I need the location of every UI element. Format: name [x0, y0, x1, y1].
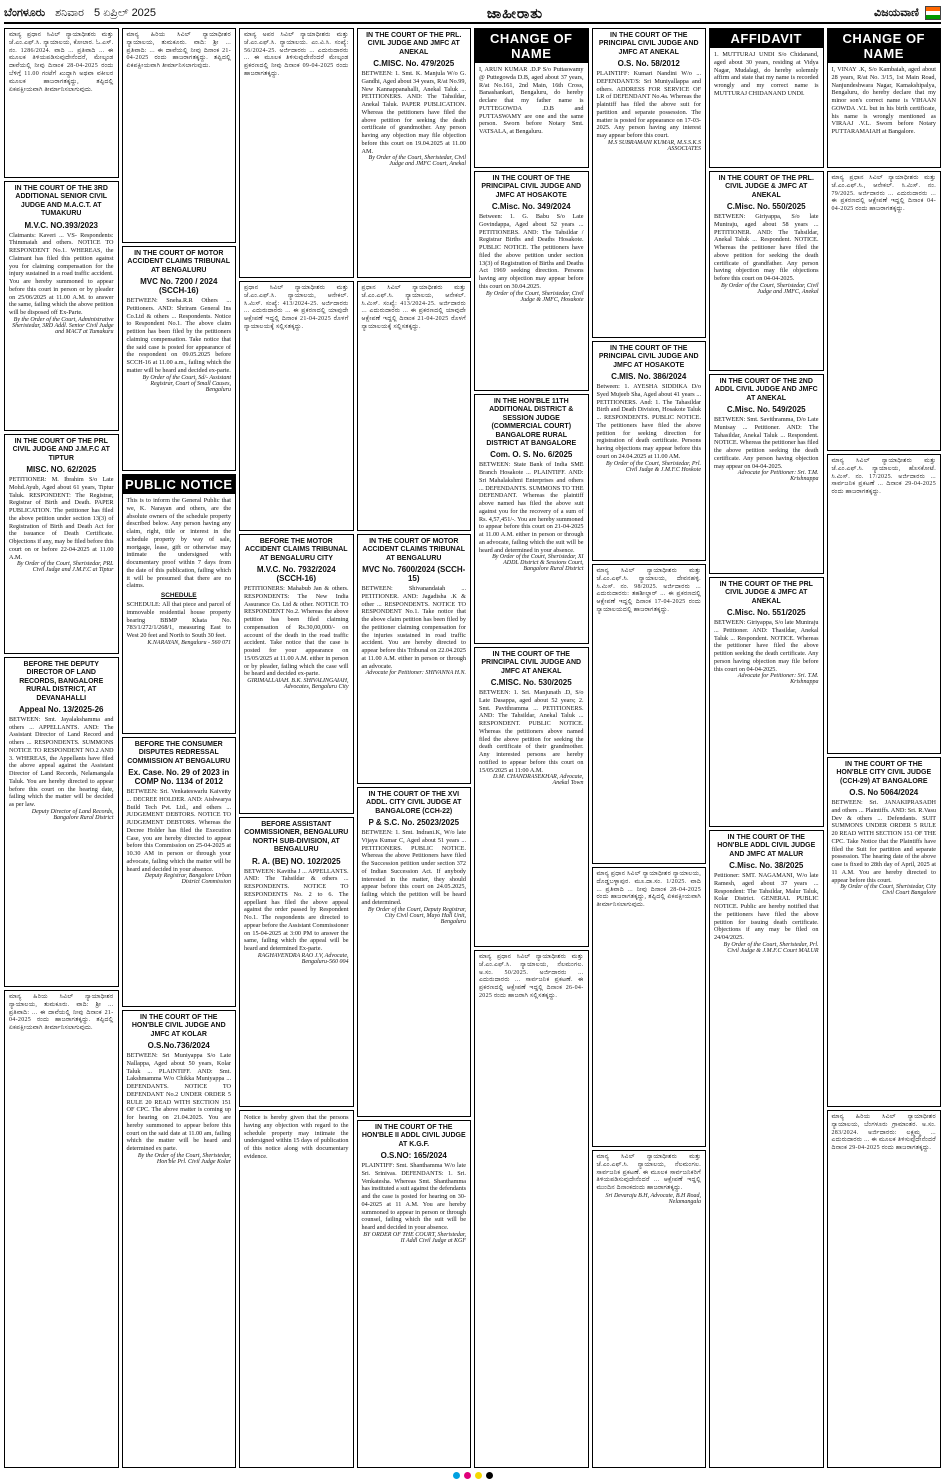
notice [474, 950, 589, 1468]
notice-body: BETWEEN: State Bank of India SME Branch Hosakote ... PLAINTIFF. AND: Sri Mahalakshmi Enterprises and others ... DEFENDANTS. SUMMONS TO THE DEFENDANT. Whereas the plaintiff above named has filed the above suit against you for the recovery of a sum of Rs. 4,57,451/-. You are hereby summoned to appear before this court on 21-04-2025 at 11.00 A.M. either in person or through an advocate, failing which the suit will be heard and determined in your absence. [479, 461, 584, 554]
notice [239, 534, 354, 814]
schedule-text: SCHEDULE: All that piece and parcel of immovable residential house property bearing BBMP Khata No. 783/1/272/1/268/1, measuring East to West 20 feet and North to South 30 feet. [126, 601, 231, 639]
day: ಶನಿವಾರ [55, 6, 85, 19]
court-name: BEFORE THE DEPUTY DIRECTOR OF LAND RECORDS, BANGALORE RURAL DISTRICT, AT DEVANAHALLI [19, 661, 104, 702]
notice-body: ಮಾನ್ಯ ಹಿರಿಯ ಸಿವಿಲ್ ನ್ಯಾಯಾಧೀಶರ ನ್ಯಾಯಾಲಯ, ಬೆಂಗಳೂರು ಗ್ರಾಮಾಂತರ. ಅ.ಸಂ. 283/2024. ಅರ್ಜಿದಾರರು: ಲಕ್ಷ್ಮಮ್ಮ ... ಎದುರುದಾರರು ... ಈ ಮೂಲಕ ತಿಳಿಸುವುದೇನೆಂದರೆ ದಿನಾಂಕ 29-04-2025 ರಂದು ಹಾಜರಾಗತಕ್ಕದ್ದು. [831, 1114, 936, 1152]
case-number: C.Misc. No. 551/2025 [726, 608, 806, 618]
notice [357, 787, 472, 1117]
notice-body: Claimants: Kaveri ... VS- Respondents: Thimmaiah and others. NOTICE TO RESPONDENT No.1. WHEREAS, the Claimant has filed this petition against you for claiming compensation for the injury sustained in a road traffic accident. You are hereby summoned to appear before this court in person or by pleader on 25/06/2025 at 11.00 A.M. to answer the same, failing which the above petition will be disposed off Ex-Parte. [9, 231, 114, 317]
notice-body: Between: 1. AYESHA SIDDIKA D/o Syed Mujeeb Sha, Aged about 41 years ... PETITIONERS. And: 1. The Tahasildar Birth and Death Division, Hosakote Taluk ... RESPONDENTS. PUBLIC NOTICE. The petitioners have filed the above petition for seeking direction for registration of death certificate. Persons having objections may appear before this court on 24.04.2025 at 11.00 AM. [596, 383, 701, 460]
notice [122, 474, 237, 734]
notice [4, 181, 119, 431]
court-name: IN THE COURT OF THE XVI ADDL. CITY CIVIL JUDGE AT BANGALORE (CCH-22) [366, 791, 462, 815]
signature: By the Order of the Court, Administrative Sheristedar, 3RD Addl. Senior Civil Judge and MACT at Tumakuru [12, 316, 114, 335]
case-number: Ex. Case. No. 29 of 2023 in COMP No. 1134 of 2012 [128, 768, 230, 787]
notice-body: ಮಾನ್ಯ ಪ್ರಧಾನ ಸಿವಿಲ್ ನ್ಯಾಯಾಧೀಶರು ಮತ್ತು ಜೆ.ಎಂ.ಎಫ್.ಸಿ. ನ್ಯಾಯಾಲಯ, ನೆಲಮಂಗಲ. ಅ.ಸಂ. 50/2025. ಅರ್ಜಿದಾರರು ... ಎದುರುದಾರರು ... ಸಾರ್ವಜನಿಕ ಪ್ರಕಟಣೆ. ಈ ಪ್ರಕರಣದಲ್ಲಿ ಆಕ್ಷೇಪಣೆ ಇದ್ದಲ್ಲಿ ದಿನಾಂಕ 26-04-2025 ರಂದು ಹಾಜರಾಗಿ ಸಲ್ಲಿಸತಕ್ಕದ್ದು. [479, 954, 584, 999]
signature: Deputy Registrar, Bangalore Urban District Commission [144, 873, 231, 886]
notice [474, 28, 589, 168]
notice [474, 171, 589, 391]
notice-body: BETWEEN: 1. Smt. K. Manjula W/o G. Gandhi, Aged about 34 years, R/at No.99, New Kannappanahalli, Anekal Taluk ... PETITIONERS. AND: The Tahsildar, Anekal Taluk. PAPER PUBLICATION. Whereas the petitioners have filed the above petition for seeking the death certificate of grandmother. Any person having any objection may file objection before this court on 19.04.2025 at 11.00 AM. [361, 70, 466, 155]
court-name: IN THE COURT OF THE PRINCIPAL CIVIL JUDGE AND JMFC AT HOSAKOTE [481, 175, 582, 199]
court-name: IN THE COURT OF THE HON'BLE CITY CIVIL JUDGE (CCH-29) AT BANGALORE [836, 761, 932, 785]
registration-marks [4, 1470, 941, 1480]
notice [592, 341, 707, 561]
notice-body: ಮಾನ್ಯ ಪ್ರಧಾನ ಸಿವಿಲ್ ನ್ಯಾಯಾಧೀಶರು ಮತ್ತು ಜೆ.ಎಂ.ಎಫ್.ಸಿ. ನ್ಯಾಯಾಲಯ, ಕೋಲಾರ. ಓ.ಎಸ್. ನಂ. 1286/2024. ವಾದಿ ... ಪ್ರತಿವಾದಿ ... ಈ ಮೂಲಕ ತಿಳಿಯಪಡಿಸುವುದೇನೆಂದರೆ, ಮೇಲ್ಕಂಡ ದಾವೆಯಲ್ಲಿ ನೀವು ದಿನಾಂಕ 28-04-2025 ರಂದು ಬೆಳಿಗ್ಗೆ 11.00 ಗಂಟೆಗೆ ಖುದ್ದಾಗಿ ಅಥವಾ ವಕೀಲರ ಮೂಲಕ ಹಾಜರಾಗತಕ್ಕದ್ದು, ತಪ್ಪಿದಲ್ಲಿ ಏಕಪಕ್ಷೀಯವಾಗಿ ತೀರ್ಮಾನಿಸಲಾಗುವುದು. [9, 32, 114, 93]
signature: K.NARAYAN, Bengaluru - 560 071 [147, 639, 231, 646]
court-name: IN THE COURT OF THE PRL. CIVIL JUDGE AND JMFC AT ANEKAL [366, 32, 462, 56]
case-number: C.Misc. No. 349/2024 [491, 202, 571, 212]
column-4 [357, 28, 472, 1468]
notice-body: I, ARUN KUMAR .D.P S/o Puttaswamy @ Puttegowda D.B, aged about 37 years, R/at No.161, 2nd Main, 16th Cross, Banashankari, Bengaluru, do hereby declare that my father name is PUTTEGOWDA .D.B and PUTTASWAMY are one and the same person. Sworn before Notary Smt. VATSALA, at Bengaluru. [479, 66, 584, 135]
signature: By Order of the Court, Sheristedar, Prl. Civil Judge & J.M.F.C Court MALUR [723, 941, 819, 954]
notice-body: ಮಾನ್ಯ ಹಿರಿಯ ಸಿವಿಲ್ ನ್ಯಾಯಾಧೀಶರ ನ್ಯಾಯಾಲಯ, ತುಮಕೂರು. ವಾದಿ: ಶ್ರೀ ... ಪ್ರತಿವಾದಿ: ... ಈ ದಾವೆಯಲ್ಲಿ ನೀವು ದಿನಾಂಕ 21-04-2025 ರಂದು ಹಾಜರಾಗತಕ್ಕದ್ದು. ತಪ್ಪಿದಲ್ಲಿ ಏಕಪಕ್ಷೀಯವಾಗಿ ತೀರ್ಮಾನಿಸಲಾಗುವುದು. [126, 32, 231, 70]
court-name: IN THE COURT OF THE PRL CIVIL JUDGE & JMFC AT ANEKAL [719, 581, 813, 605]
court-name: IN THE COURT OF THE 3RD ADDITIONAL SENIOR CIVIL JUDGE AND M.A.C.T. AT TUMAKURU [14, 185, 108, 218]
notice [239, 1110, 354, 1468]
notice [592, 28, 707, 338]
notice [357, 28, 472, 278]
court-name: IN THE COURT OF THE HON'BLE CIVIL JUDGE AND JMFC AT KOLAR [131, 1014, 226, 1038]
signature: By Order of the Court, Sheristedar, Civil Judge and JMFC, Anekal [721, 282, 819, 295]
paper-name: ಬೆಂಗಳೂರು [4, 6, 46, 19]
notice-body: BETWEEN: Sri. Venkateswarlu Kaivetty ... DECREE HOLDER. AND: Aishwarya Build Tech Pvt. Ltd., and others ... JUDGEMENT DEBTORS. NOTICE TO JUDGEMENT DEBTORS. Whereas the Decree Holder has filed the Execution Case, you are hereby directed to appear before this Commission on 25-04-2025 at 10.30 AM in person or through your advocate, failing which the matter will be heard and decided in your absence. [126, 788, 231, 873]
notice [709, 28, 824, 168]
court-name: IN THE COURT OF MOTOR ACCIDENT CLAIMS TRIBUNAL AT BENGALURU [362, 538, 466, 562]
black-mark-icon [486, 1472, 493, 1479]
notice [709, 830, 824, 1468]
notice-body: I, VINAY .K, S/o Kambaiah, aged about 28 years, R/at No. 3/15, 1st Main Road, Nanjundeshwara Nagar, Kamakshipalya, Bengaluru, do hereby declare that my minor son's correct name is VIHAAN GOWDA .V.L but in his birth certificate, his name is wrongly mentioned as VIRAAJ .V.L. Sworn before Notary PUTTARAMAIAH at Bangalore. [831, 66, 936, 135]
yellow-mark-icon [475, 1472, 482, 1479]
notice-body: BETWEEN: 1. Smt. Indrani.K, W/o late Vijaya Kumar C, Aged about 51 years ... PETITIONERS. PUBLIC NOTICE. Whereas the above Petitioners have filed the Succession petition under section 372 of Indian Succession Act. If anybody interested in the matter, they should appear before this court on 24.05.2025, failing which the petition will be heard and determined. [361, 829, 466, 906]
signature: By Order of the Court, Sheristedar, Civil Judge and JMFC Court, Anekal [368, 155, 466, 168]
column-2 [122, 28, 237, 1468]
right-title: ವಿಜಯವಾಣಿ [873, 6, 919, 19]
change-of-name-banner: CHANGE OF NAME [475, 29, 588, 63]
court-name: IN THE COURT OF THE PRL CIVIL JUDGE AND J.M.F.C AT TIPTUR [12, 438, 110, 462]
notice [827, 171, 942, 451]
notice [357, 534, 472, 784]
signature: Advocate for Petitioner: Sri. T.M. Krishnappa [737, 673, 819, 686]
notice [239, 817, 354, 1107]
column-7 [709, 28, 824, 1468]
notice [592, 1150, 707, 1468]
case-number: P & S.C. No. 25023/2025 [368, 818, 460, 828]
notice [827, 757, 942, 1107]
flag-icon [925, 6, 941, 20]
notice-body: 1. MUTTURAJ UNDI S/o Chidanand, aged about 30 years, residing at Vidya Nagar, Mudalagi, do hereby solemnly affirm and state that my name is recorded wrongly and my correct name is MUTTURAJ CHIDANAND UNDI. [714, 51, 819, 97]
public-notice-banner: PUBLIC NOTICE [123, 475, 236, 494]
notice-body: PLAINTIFF: Smt. Shanthamma W/o late Sri. Srinivas. DEFENDANTS: 1. Sri. Venkatesha. Whereas Smt. Shanthamma has instituted a suit against the defendants and the case is posted for hearing on 30-04-2025 at 11 A.M. You are hereby summoned to appear in person or through counsel, failing which the suit will be heard and decided in your absence. [361, 1162, 466, 1232]
notice-body: BETWEEN: 1. Sri. Manjunath .D, S/o Late Dasappa, aged about 52 years; 2. Smt. Pavithramma ... PETITIONERS. AND: The Tahsildar, Anekal Taluk ... RESPONDENT. PUBLIC NOTICE. Whereas the petitioners above named filed the above petition for seeking the death certificate of their grandmother. Any interested persons are hereby notified to appear before this court on 15/05/2025 at 11:00 A.M. [479, 689, 584, 774]
signature: By Order of the Court, Sheristedar, XI ADDL District & Sessions Court, Bangalore Rural District [492, 554, 584, 573]
court-name: IN THE COURT OF THE HON'BLE ADDL CIVIL JUDGE AND JMFC AT MALUR [717, 834, 816, 858]
court-name: IN THE HON'BLE 11TH ADDITIONAL DISTRICT & SESSION JUDGE (COMMERCIAL COURT) BANGALORE RURAL DISTRICT AT BANGALORE [486, 398, 577, 447]
notice-body: BETWEEN: Smt. Savithramma, D/o Late Munisay ... Petitioner. AND: The Tahasildar, Anekal Taluk ... Respondent. NOTICE. Whereas the petitioner has filed the above petition seeking the death certificate. Any person having objection may appear on 04-04-2025. [714, 416, 819, 470]
notice-body: Notice is hereby given that the persons having any objection with regard to the schedule property may intimate the undersigned within 15 days of publication of this notice along with documentary evidence. [244, 1114, 349, 1160]
case-number: M.V.C. NO.393/2023 [24, 220, 99, 230]
notice-body: BETWEEN: Sri Muniyappa S/o Late Nallappa, Aged about 50 years, Kolar Taluk ... PLAINTIFF. AND: Smt. Lakshmamma W/o Chikka Muniyappa ... DEFENDANTS. NOTICE TO DEFENDANT No.2 UNDER ORDER 5 RULE 20 READ WITH SECTION 151 OF CPC. The above matter is coming up for hearing on 21.04.2025. You are hereby summoned to appear before this court on the said date at 11.00 am, failing which the matter will be heard and determined ex parte. [126, 1052, 231, 1153]
notice [592, 867, 707, 1147]
signature: By Order of the Court, Sheristedar, PRL Civil Judge and J.M.F.C at Tiptur [17, 561, 114, 574]
court-name: IN THE COURT OF THE HON'BLE II ADDL CIVIL JUDGE AT K.G.F. [361, 1124, 466, 1148]
court-name: IN THE COURT OF THE 2ND ADDL CIVIL JUDGE AND JMFC AT ANEKAL [714, 378, 818, 402]
notice-body: BETWEEN: Sneha.R.R Others ... Petitioners. AND: Shriram General Ins Co.Ltd & others ... Respondents. Notice to Respondent No.1. The above claim petition has been filed by the petitioners claiming compensation. Take notice that the said case is posted for appearance of the respondent on 09.05.2025 before SCCH-16 at 11.00 a.m., failing which the matter will be heard and decided ex-parte. [126, 297, 231, 374]
case-number: C.Misc. No. 38/2025 [729, 861, 804, 871]
signature: M.S SUBRAMANI KUMAR, M.S.S.K.S ASSOCIATES [607, 139, 701, 152]
signature: GIRIMALLAIAH. B.K. SHIVALINGAIAH, Advocates, Bengaluru City [247, 678, 349, 691]
notice [4, 990, 119, 1468]
notice-body: BETWEEN: Giriyappa, S/o late Muniraju, aged about 58 years ... PETITIONER. AND: The Tahsildar, Anekal Taluk ... Respondent. NOTICE. Whereas the petitioner have filed the above petition for seeking the death certificate of grandfather. Any person having objection may file objections before this court on 04-04-2025. [714, 213, 819, 283]
notice [709, 577, 824, 827]
notice-body: This is to inform the General Public that we, K. Narayan and others, are the absolute owners of the schedule property described below. Any person having any claim, right, title or interest in the schedule property by way of sale, mortgage, lease, gift or otherwise may intimate the undersigned with documentary proof within 7 days from the date of this publication, failing which it will be presumed that there are no claims. [126, 497, 231, 590]
notice [4, 657, 119, 987]
signature: Advocate for Petitioner: SHIVANNA H.N. [365, 670, 466, 677]
notice-body: PETITIONER: M. Ibrahim S/o Late Mohd.Ayub, Aged about 61 years, Tiptur Taluk. RESPONDENT: The Registrar, Registrar of Birth and Death. PAPER PUBLICATION. The petitioner has filed the above petition under section 13(3) of Registration of Birth and Death Act for the issuance of Death Certificate. Objections if any, may be filed before this court on or before 22-04-2025 at 11.00 A.M. [9, 476, 114, 561]
signature: Deputy Director of Land Records, Bangalore Rural District [31, 808, 114, 821]
court-name: BEFORE THE MOTOR ACCIDENT CLAIMS TRIBUNAL AT BENGALURU CITY [244, 538, 348, 562]
notice-body: ಮಾನ್ಯ ಹಿರಿಯ ಸಿವಿಲ್ ನ್ಯಾಯಾಧೀಶರ ನ್ಯಾಯಾಲಯ, ತುಮಕೂರು. ವಾದಿ: ಶ್ರೀ ... ಪ್ರತಿವಾದಿ: ... ಈ ದಾವೆಯಲ್ಲಿ ನೀವು ದಿನಾಂಕ 21-04-2025 ರಂದು ಹಾಜರಾಗತಕ್ಕದ್ದು. ತಪ್ಪಿದಲ್ಲಿ ಏಕಪಕ್ಷೀಯವಾಗಿ ತೀರ್ಮಾನಿಸಲಾಗುವುದು. [9, 994, 114, 1032]
column-1 [4, 28, 119, 1468]
case-number: O.S. No 5064/2024 [849, 788, 919, 798]
case-number: C.Misc. No. 549/2025 [726, 405, 806, 415]
signature: By Order of the Court, Sheristedar, Prl. Civil Judge & J.M.F.C Hoskote [606, 460, 701, 473]
case-number: C.Misc. No. 550/2025 [726, 202, 806, 212]
notice [827, 454, 942, 754]
masthead-left [4, 7, 156, 20]
notice [357, 281, 472, 531]
affidavit-banner: AFFIDAVIT [710, 29, 823, 48]
case-number: M.V.C. No. 7932/2024 (SCCH-16) [256, 565, 336, 584]
notice-body: ಮಾನ್ಯ ಪ್ರಧಾನ ಸಿವಿಲ್ ನ್ಯಾಯಾಧೀಶರು ಮತ್ತು ಜೆ.ಎಂ.ಎಫ್.ಸಿ., ಆನೇಕಲ್. ಸಿ.ಮಿಸ್. ನಂ. 79/2025. ಅರ್ಜಿದಾರರು ... ಎದುರುದಾರರು ... ಈ ಪ್ರಕರಣದಲ್ಲಿ ಆಕ್ಷೇಪಣೆ ಇದ್ದಲ್ಲಿ ದಿನಾಂಕ 04-04-2025 ರಂದು ಹಾಜರಾಗತಕ್ಕದ್ದು. [831, 175, 936, 213]
columns [4, 28, 941, 1468]
case-number: O.S.NO: 165/2024 [380, 1151, 447, 1161]
column-6 [592, 28, 707, 1468]
notice-body: Between: 1. G. Babu S/o Late Govindappa, Aged about 52 years ... PETITIONERS. AND: The Tahsildar / Registrar Births and Deaths Hosakote. PUBLIC NOTICE. The petitioners have filed the above petition under section 13(3) of Registration of Births and Deaths Act 1969 seeking direction. Persons having any objection may appear before this court on 30.04.2025. [479, 213, 584, 290]
notice-body: ಪ್ರಧಾನ ಸಿವಿಲ್ ನ್ಯಾಯಾಧೀಶರು ಮತ್ತು ಜೆ.ಎಂ.ಎಫ್.ಸಿ. ನ್ಯಾಯಾಲಯ, ಆನೇಕಲ್. ಸಿ.ಮಿಸ್. ಸಂಖ್ಯೆ: 413/2024-25. ಅರ್ಜಿದಾರರು ... ಎದುರುದಾರರು ... ಈ ಪ್ರಕರಣದಲ್ಲಿ ಯಾವುದೇ ಆಕ್ಷೇಪಣೆ ಇದ್ದಲ್ಲಿ ದಿನಾಂಕ 21-04-2025 ರೊಳಗೆ ನ್ಯಾಯಾಲಯಕ್ಕೆ ಸಲ್ಲಿಸತಕ್ಕದ್ದು. [361, 285, 466, 330]
case-number: MVC No. 7200 / 2024 (SCCH-16) [140, 277, 218, 296]
notice [474, 647, 589, 947]
masthead [4, 4, 941, 24]
notice [474, 394, 589, 644]
signature: D.M. CHANDRASEKHAR, Advocate, Anekal Town [492, 774, 584, 787]
case-number: C.MISC. No. 530/2025 [490, 678, 572, 688]
notice [122, 1010, 237, 1468]
column-3 [239, 28, 354, 1468]
date: 5 ಏಪ್ರಿಲ್ 2025 [94, 6, 157, 19]
notice [4, 434, 119, 654]
signature: By the Order of the Court, Sheristedar, Hon'ble Prl. Civil Judge Kolar [137, 1152, 231, 1165]
notice-body: PETITIONERS: Mahabub Jan & others. RESPONDENTS: The New India Assurance Co. Ltd & other. NOTICE TO RESPONDENT No.2. Whereas the above petition has been filed claiming compensation of Rs.30,00,000/- on account of the death in the road traffic accident. Take notice that the case is posted for your appearance on 15/05/2025 at 11.00 A.M. either in person or by pleader, failing which the case will be heard and decided ex-parte. [244, 585, 349, 678]
notice [122, 28, 237, 243]
court-name: IN THE COURT OF THE PRINCIPAL CIVIL JUDGE AND JMFC AT ANEKAL [598, 32, 699, 56]
case-number: O.S.No.736/2024 [147, 1041, 210, 1051]
case-number: Com. O. S. No. 6/2025 [490, 450, 573, 460]
notice [239, 28, 354, 278]
notice [827, 1110, 942, 1468]
signature: By Order of the Court, Sheristedar, Civil Judge & JMFC, Hosakote [486, 290, 584, 303]
court-name: BEFORE THE CONSUMER DISPUTES REDRESSAL COMMISSION AT BENGALURU [127, 741, 231, 765]
case-number: MVC No. 7600/2024 (SCCH-15) [362, 565, 466, 584]
notice-body: BETWEEN: Smt. Jayalakshamma and others ... APPELLANTS. AND: The Assistant Director of Land Record and others ... RESPONDENTS. SUMMONS NOTICE TO RESPONDENT NO.2 AND 3. WHEREAS, the Appellants have filed the above appeal against the Assistant Director of Land Records, Nelamangala Taluk. You are hereby directed to appear before this court on the hearing date, failing which the matter will be decided as per law. [9, 715, 114, 809]
notice-body: BETWEEN: Giriyappa, S/o late Muniraju ... Petitioner. AND: Thasildar, Anekal Taluk ... Respondent. NOTICE. Whereas the petitioner have filed the above petition seeking the death certificate. Any person having objection may file before this court on 04-04-2025. [714, 619, 819, 673]
signature: BY ORDER OF THE COURT, Sheristedar, II Addl Civil Judge at KGF [363, 1231, 466, 1244]
court-name: BEFORE ASSISTANT COMMISSIONER, BENGALURU NORTH SUB-DIVISION, AT BENGALURU [244, 821, 349, 854]
notice-body: ಮಾನ್ಯ ಸಿವಿಲ್ ನ್ಯಾಯಾಧೀಶರು ಮತ್ತು ಜೆ.ಎಂ.ಎಫ್.ಸಿ. ನ್ಯಾಯಾಲಯ, ದೇವನಹಳ್ಳಿ. ಸಿ.ಮಿಸ್. ನಂ. 98/2025. ಅರ್ಜಿದಾರರು ... ಎದುರುದಾರರು: ತಹಶೀಲ್ದಾರ್ ... ಈ ಪ್ರಕರಣದಲ್ಲಿ ಆಕ್ಷೇಪಣೆ ಇದ್ದಲ್ಲಿ ದಿನಾಂಕ 17-04-2025 ರಂದು ನ್ಯಾಯಾಲಯದಲ್ಲಿ ಹಾಜರಾಗತಕ್ಕದ್ದು. [596, 568, 701, 613]
notice [122, 737, 237, 1007]
notice-body: ಮಾನ್ಯ ಅಪರ ಸಿವಿಲ್ ನ್ಯಾಯಾಧೀಶರು ಮತ್ತು ಜೆ.ಎಂ.ಎಫ್.ಸಿ. ನ್ಯಾಯಾಲಯ. ಎಂ.ವಿ.ಸಿ. ಸಂಖ್ಯೆ: 56/2024-25. ಅರ್ಜಿದಾರರು ... ಎದುರುದಾರರು ... ಈ ಮೂಲಕ ತಿಳಿಸುವುದೇನೆಂದರೆ ಮೇಲ್ಕಂಡ ಪ್ರಕರಣದಲ್ಲಿ ನೀವು ದಿನಾಂಕ 09-04-2025 ರಂದು ಹಾಜರಾಗತಕ್ಕದ್ದು. [244, 32, 349, 77]
notice [122, 246, 237, 471]
masthead-right [874, 6, 941, 20]
court-name: IN THE COURT OF THE PRL. CIVIL JUDGE & JMFC AT ANEKAL [718, 175, 814, 199]
case-number: O.S. No. 58/2012 [617, 59, 680, 69]
court-name: IN THE COURT OF THE PRINCIPAL CIVIL JUDGE AND JMFC AT ANEKAL [481, 651, 582, 675]
signature: By Order of the Court, Sheristedar, City Civil Court Bangalore [840, 884, 936, 897]
court-name: IN THE COURT OF THE PRINCIPAL CIVIL JUDGE AND JMFC AT HOSAKOTE [598, 345, 699, 369]
notice [239, 281, 354, 531]
signature: RAGHAVENDRA RAO J.V, Advocate, Bengaluru-560 004 [257, 952, 349, 965]
notice [709, 171, 824, 371]
signature: By Order of the Court, Deputy Registrar, City Civil Court, Mayo Hall Unit, Bengaluru [367, 906, 466, 925]
case-number: MISC. NO. 62/2025 [26, 465, 97, 475]
magenta-mark-icon [464, 1472, 471, 1479]
section-title: ಜಾಹೀರಾತು [486, 4, 544, 21]
notice-body: ಮಾನ್ಯ ಪ್ರಧಾನ ಸಿವಿಲ್ ನ್ಯಾಯಾಧೀಶರ ನ್ಯಾಯಾಲಯ, ದೊಡ್ಡಬಳ್ಳಾಪುರ. ಮೂ.ದಾ.ಸಂ. 1/2025. ವಾದಿ ... ಪ್ರತಿವಾದಿ ... ನೀವು ದಿನಾಂಕ 28-04-2025 ರಂದು ಹಾಜರಾಗತಕ್ಕದ್ದು, ತಪ್ಪಿದಲ್ಲಿ ಏಕಪಕ್ಷೀಯವಾಗಿ ತೀರ್ಮಾನಿಸಲಾಗುವುದು. [596, 871, 701, 909]
signature: Sri Devaraju B.H, Advocate, B.H Road, Nelamangala [605, 1192, 701, 1205]
column-8 [827, 28, 942, 1468]
signature: By Order of the Court, Sd/- Assistant Registrar, Court of Small Causes, Bengaluru [142, 374, 231, 393]
notice [709, 374, 824, 574]
case-number: C.MIS. No. 386/2024 [611, 372, 687, 382]
cyan-mark-icon [453, 1472, 460, 1479]
schedule-heading: SCHEDULE [160, 592, 197, 599]
case-number: Appeal No. 13/2025-26 [19, 704, 104, 714]
case-number: C.MISC. No. 479/2025 [373, 59, 455, 69]
notice [592, 564, 707, 864]
notice-body: PLAINTIFF: Kumari Nandini W/o ... DEFENDANT/S: Sri Muniyallappa and others. ADDRESS FOR SERVICE OF LR of DEFENDANT No.4a. Whereas the plaintiff has filed the above suit for partition and separate possession. The matter is posted for appearance on 17-03-2025. Any person having any interest may appear before this court. [596, 70, 701, 140]
court-name: IN THE COURT OF MOTOR ACCIDENT CLAIMS TRIBUNAL AT BENGALURU [127, 250, 231, 274]
notice [4, 28, 119, 178]
change-of-name-banner-2: CHANGE OF NAME [828, 29, 941, 63]
notice-body: ಮಾನ್ಯ ಸಿವಿಲ್ ನ್ಯಾಯಾಧೀಶರು ಮತ್ತು ಜೆ.ಎಂ.ಎಫ್.ಸಿ. ನ್ಯಾಯಾಲಯ, ನೆಲಮಂಗಲ. ಸಾರ್ವಜನಿಕ ಪ್ರಕಟಣೆ. ಈ ಮೂಲಕ ಸಾರ್ವಜನಿಕರಿಗೆ ತಿಳಿಯಪಡಿಸುವುದೇನೆಂದರೆ ... ಆಕ್ಷೇಪಣೆ ಇದ್ದಲ್ಲಿ ಮುಂದಿನ ದಿನಾಂಕದಂದು ಹಾಜರಾಗತಕ್ಕದ್ದು. [596, 1154, 701, 1192]
notice-body: ಪ್ರಧಾನ ಸಿವಿಲ್ ನ್ಯಾಯಾಧೀಶರು ಮತ್ತು ಜೆ.ಎಂ.ಎಫ್.ಸಿ. ನ್ಯಾಯಾಲಯ, ಆನೇಕಲ್. ಸಿ.ಮಿಸ್. ಸಂಖ್ಯೆ: 413/2024-25. ಅರ್ಜಿದಾರರು ... ಎದುರುದಾರರು ... ಈ ಪ್ರಕರಣದಲ್ಲಿ ಯಾವುದೇ ಆಕ್ಷೇಪಣೆ ಇದ್ದಲ್ಲಿ ದಿನಾಂಕ 21-04-2025 ರೊಳಗೆ ನ್ಯಾಯಾಲಯಕ್ಕೆ ಸಲ್ಲಿಸತಕ್ಕದ್ದು. [244, 285, 349, 330]
notice-body: BETWEEN: Sri. JANAKIPRASADH and others ... Plaintiffs. AND: Sri. R.Vasu Dev & others ... Defendants. SUIT SUMMONS UNDER ORDER 5 RULE 20 READ WITH SECTION 151 OF THE CPC. Take Notice that the Plaintiffs have filed the Suit for partition and separate possession. The hearing date of the above case is fixed to 28th day of April, 2025 at 11 A.M. You are hereby directed to appear before this court. [831, 799, 936, 884]
notice-body: BETWEEN: Shivanandaiah ... PETITIONER. AND: Jagadisha .K & other ... RESPONDENTS. NOTICE TO RESPONDENT No.1. Take notice that the above claim petition has been filed by the petitioner claiming compensation for the injuries sustained in road traffic accident. You are hereby directed to appear before this Tribunal on 22.04.2025 at 11.00 A.M. either in person or through an advocate. [361, 585, 466, 670]
notice-body: ಮಾನ್ಯ ಸಿವಿಲ್ ನ್ಯಾಯಾಧೀಶರು ಮತ್ತು ಜೆ.ಎಂ.ಎಫ್.ಸಿ. ನ್ಯಾಯಾಲಯ, ಹೊಸಕೋಟೆ. ಸಿ.ಮಿಸ್. ನಂ. 17/2025. ಅರ್ಜಿದಾರರು ... ಸಾರ್ವಜನಿಕ ಪ್ರಕಟಣೆ ... ದಿನಾಂಕ 29-04-2025 ರಂದು ಹಾಜರಾಗತಕ್ಕದ್ದು. [831, 458, 936, 496]
column-5 [474, 28, 589, 1468]
notice-body: Petitioner: SMT. NAGAMANI, W/o late Ramesh, aged about 37 years ... Respondent: The Tahsildar, Malur Taluk, Kolar District. GENERAL PUBLIC NOTICE. Public are hereby notified that the petitioners have filed the above petition for issuing death certificate. Objections if any may be filed on 24/04/2025. [714, 872, 819, 942]
notice [357, 1120, 472, 1468]
signature: Advocate for Petitioner: Sri. T.M. Krishnappa [737, 470, 819, 483]
case-number: R. A. (BE) NO. 102/2025 [251, 856, 341, 866]
notice-body: BETWEEN: Kavitha J ... APPELLANTS. AND: The Tahsildar & others ... RESPONDENTS. NOTICE TO RESPONDENTS No. 2 to 6. The appellant has filed the above appeal against the order passed by Respondent No.1. The respondents are directed to appear before the Assistant Commissioner on 15-04-2025 at 3:00 PM to answer the same, failing which the appeal will be heard and determined Ex-parte. [244, 867, 349, 953]
notice [827, 28, 942, 168]
